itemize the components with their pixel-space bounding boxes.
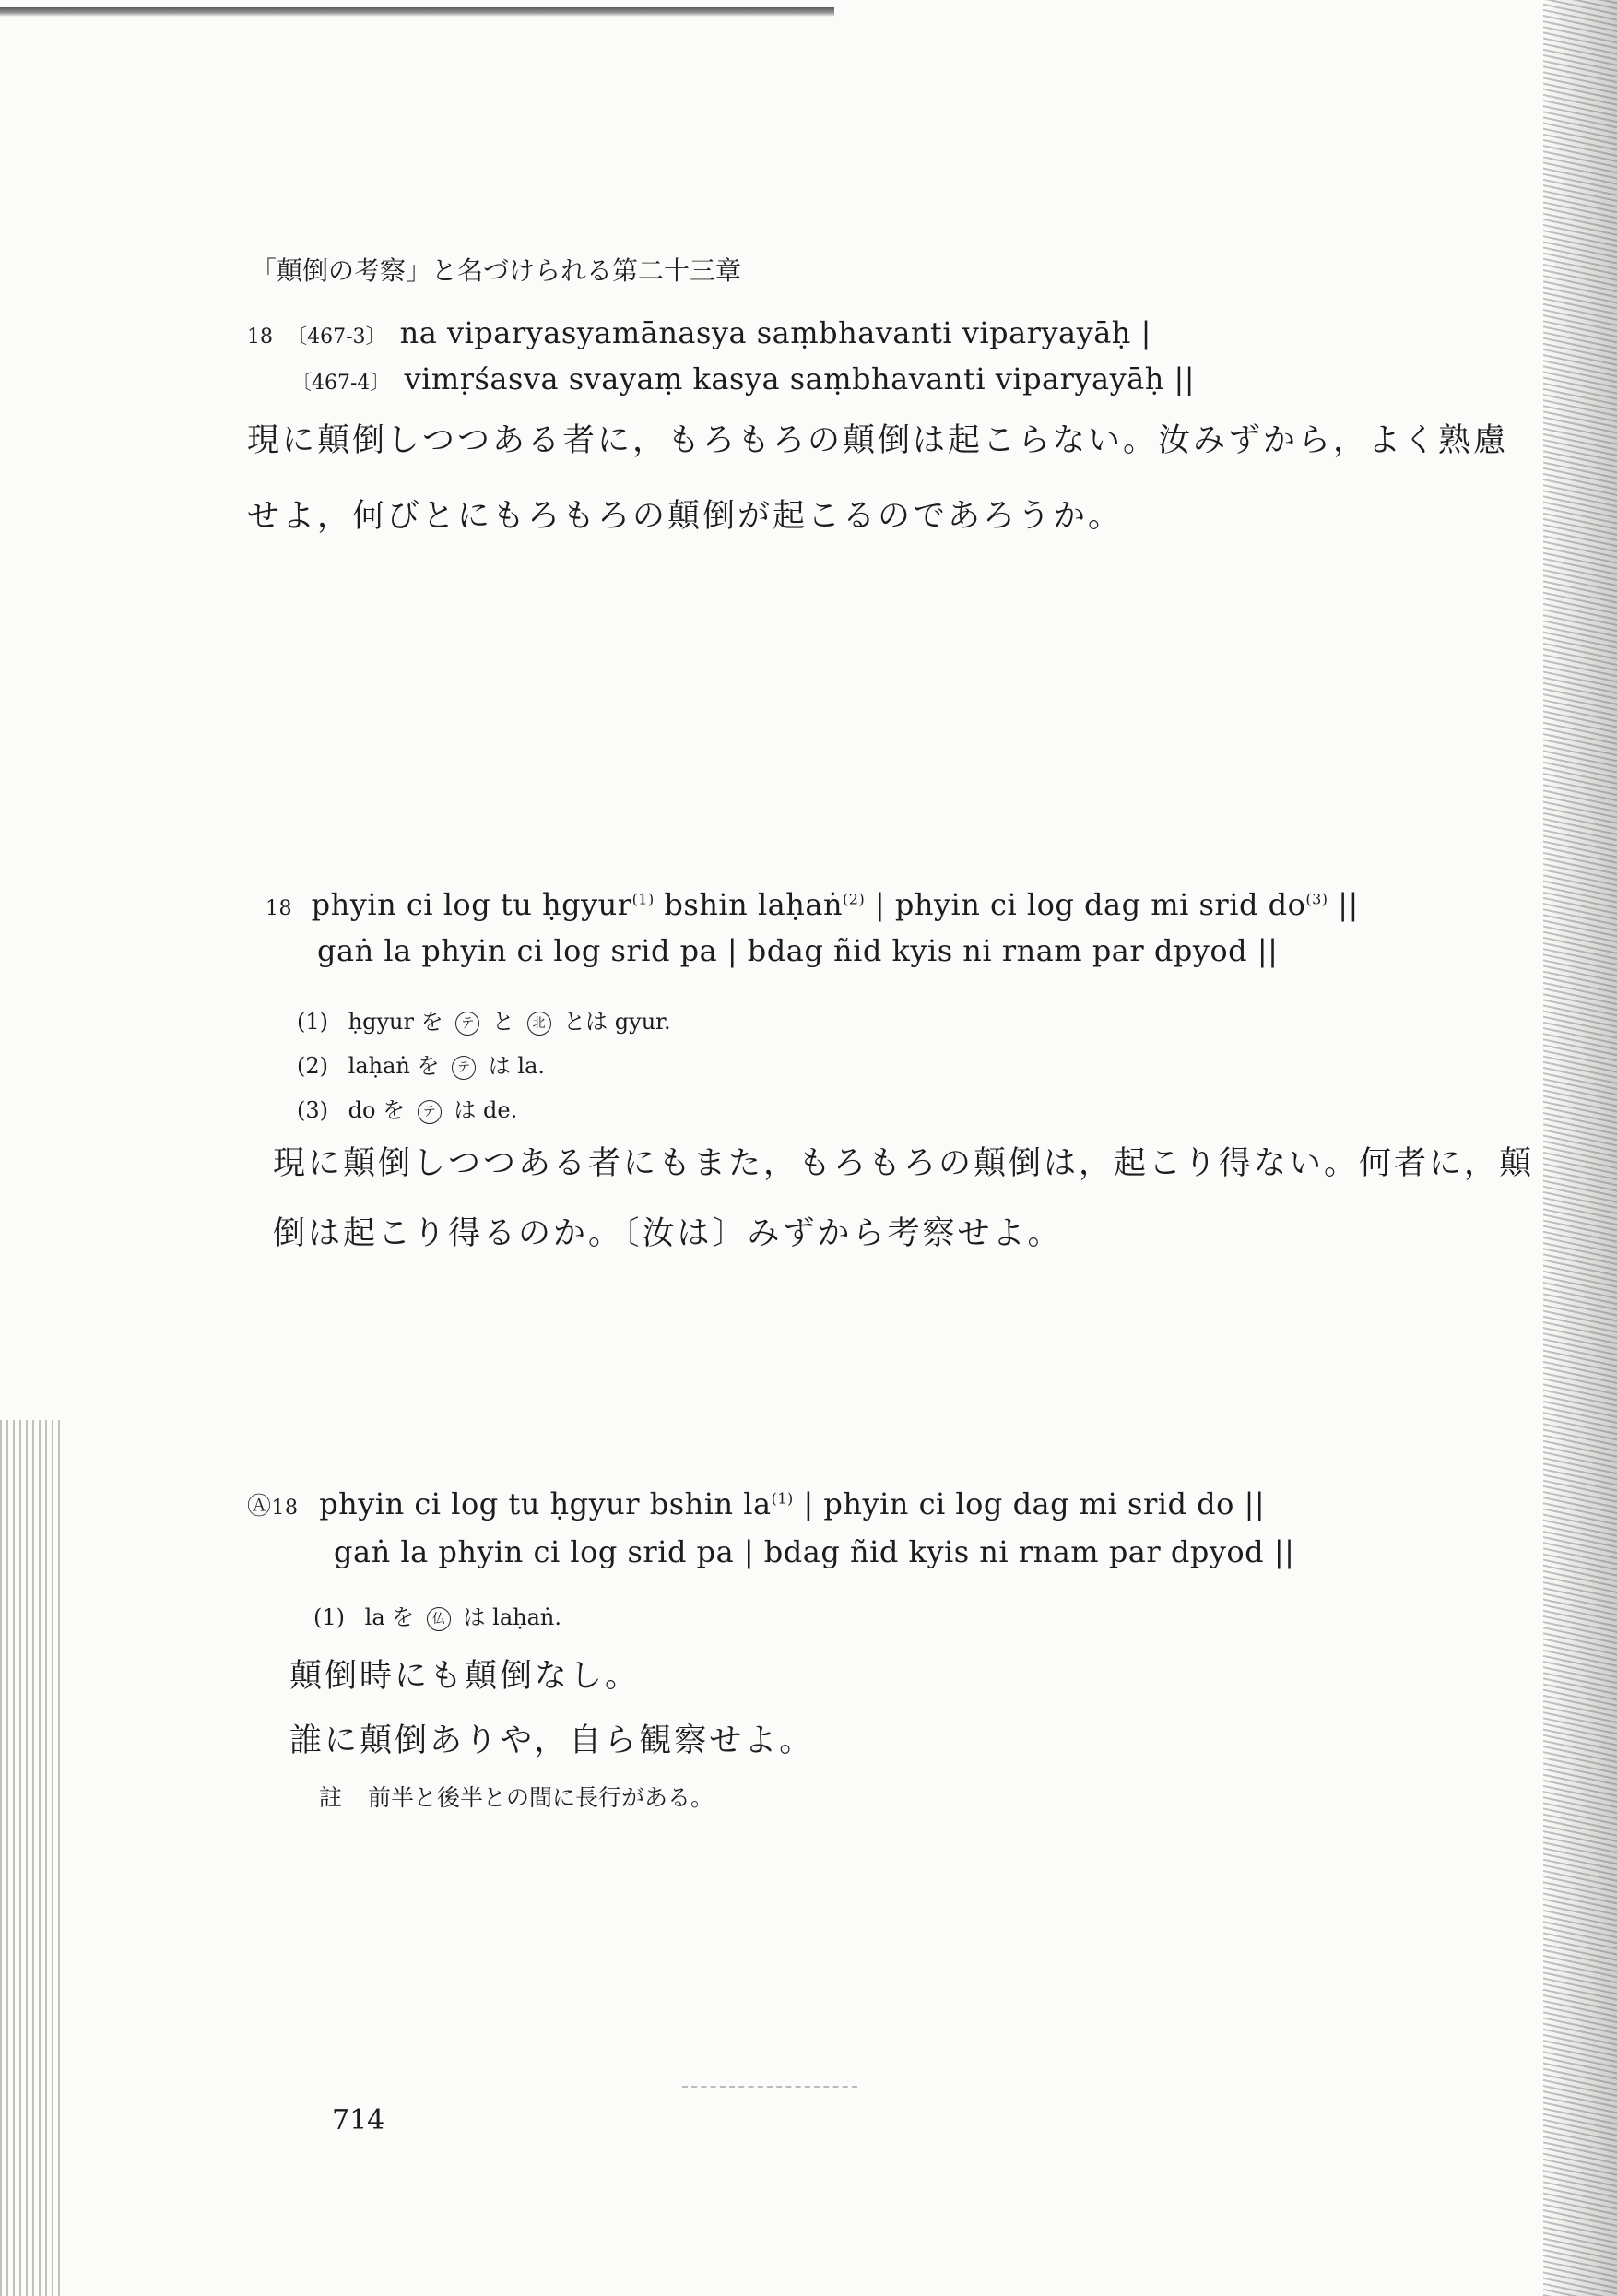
verse-ref: 〔467-3〕 — [287, 325, 386, 349]
verse-number: 18 — [247, 325, 273, 349]
tibetan-text: || — [1328, 887, 1359, 922]
scan-edge-top — [0, 7, 834, 17]
sanskrit-verse-text: vimṛśasva svayaṃ kasya saṃbhavanti viparyayāḥ || — [404, 361, 1196, 396]
edition-circle-icon: 仏 — [427, 1607, 451, 1631]
edition-circle-icon: テ — [455, 1012, 479, 1036]
footnote — [297, 1047, 545, 1080]
verse-number: 18 — [266, 897, 292, 920]
footnote-text: とは gyur. — [563, 1009, 671, 1035]
tibetan-translation-1: 現に顛倒しつつある者にもまた，もろもろの顛倒は，起こり得ない。何者に，顛 — [273, 1145, 1535, 1182]
footnote-mark: (3) — [1305, 890, 1328, 908]
tibetan-text: phyin ci log tu ḥgyur — [311, 887, 632, 922]
sanskrit-line-2 — [291, 361, 1195, 396]
footnote — [313, 1599, 561, 1631]
tibetan-line-2: gaṅ la phyin ci log srid pa | bdag ñid kyis ni rnam par dpyod || — [317, 933, 1279, 968]
edition-circle-icon: 北 — [527, 1012, 551, 1036]
footnote-text: は laḥaṅ. — [463, 1604, 562, 1630]
footnote — [297, 1003, 671, 1036]
scan-edge-left — [0, 1420, 65, 2296]
comment-label: 註 — [319, 1784, 343, 1811]
comment — [319, 1780, 714, 1813]
footnote-mark: (1) — [631, 890, 655, 908]
footnote — [297, 1092, 517, 1124]
tibetan-text: bshin laḥaṅ — [654, 887, 844, 922]
footnote-text: laḥaṅ を — [348, 1053, 440, 1079]
footnote-text: は la. — [488, 1053, 546, 1079]
scan-edge-right — [1543, 0, 1617, 2296]
tibetan2-translation-1: 顛倒時にも顛倒なし。 — [289, 1658, 641, 1695]
edition-circle-icon: テ — [418, 1100, 442, 1124]
tibetan-translation-2: 倒は起こり得るのか。〔汝は〕みずから考察せよ。 — [273, 1215, 1063, 1252]
scan-dash-mark — [682, 2086, 857, 2088]
tibetan-text: phyin ci log tu ḥgyur bshin la — [319, 1486, 772, 1521]
circled-a-mark: Ⓐ — [247, 1493, 272, 1521]
verse-number: 18 — [271, 1497, 299, 1520]
footnote-text: は de. — [454, 1097, 518, 1123]
sanskrit-translation-2: せよ，何びとにもろもろの顛倒が起こるのであろうか。 — [247, 498, 1124, 535]
footnote-mark: (2) — [843, 890, 866, 908]
chapter-title: 「顛倒の考察」と名づけられる第二十三章 — [251, 255, 742, 286]
footnote-text: ḥgyur を — [348, 1009, 443, 1035]
footnote-number: (1) — [313, 1604, 345, 1630]
verse-ref: 〔467-4〕 — [291, 372, 391, 395]
tibetan2-line-2: gaṅ la phyin ci log srid pa | bdag ñid kyis ni rnam par dpyod || — [334, 1534, 1295, 1569]
edition-circle-icon: テ — [452, 1056, 476, 1080]
footnote-text: la を — [364, 1604, 415, 1630]
comment-text: 前半と後半との間に長行がある。 — [367, 1784, 714, 1811]
footnote-mark: (1) — [771, 1489, 794, 1508]
tibetan-line-1 — [266, 887, 1359, 922]
footnote-number: (2) — [297, 1053, 328, 1079]
sanskrit-line-1 — [247, 315, 1151, 350]
tibetan-text: | phyin ci log dag mi srid do || — [793, 1486, 1266, 1521]
footnote-text: と — [491, 1009, 514, 1035]
tibetan-text: | phyin ci log dag mi srid do — [865, 887, 1306, 922]
sanskrit-translation-1: 現に顛倒しつつある者に，もろもろの顛倒は起こらない。汝みずから，よく熟慮 — [247, 422, 1509, 459]
footnote-number: (1) — [297, 1009, 328, 1035]
sanskrit-verse-text: na viparyasyamānasya saṃbhavanti viparyayāḥ | — [399, 315, 1151, 350]
tibetan2-translation-2: 誰に顛倒ありや，自ら観察せよ。 — [289, 1722, 815, 1759]
footnote-number: (3) — [297, 1097, 328, 1123]
tibetan2-line-1 — [247, 1486, 1265, 1521]
page-number: 714 — [332, 2104, 385, 2136]
footnote-text: do を — [348, 1097, 406, 1123]
